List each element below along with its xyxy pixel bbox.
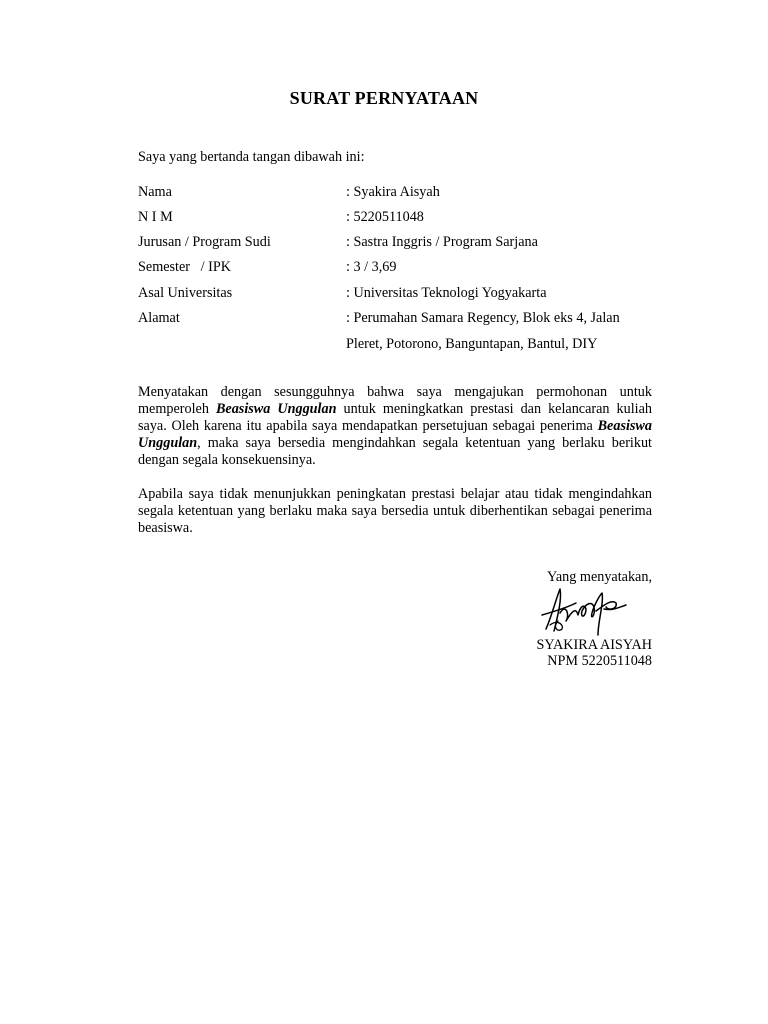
field-label: Semester / IPK — [138, 259, 231, 275]
field-jurusan — [138, 234, 653, 254]
condition-paragraph: Apabila saya tidak menunjukkan peningkatan prestasi belajar atau tidak mengindahkan segala ketentuan yang berlaku maka saya bersedia untuk diberhentikan sebagai penerima beasiswa. — [138, 486, 652, 536]
field-label: Alamat — [138, 310, 180, 326]
scholarship-name: Beasiswa Unggulan — [138, 418, 652, 451]
field-value: : Perumahan Samara Regency, Blok eks 4, Jalan — [346, 310, 620, 326]
field-value: : Syakira Aisyah — [346, 184, 440, 200]
scholarship-name: Beasiswa Unggulan — [215, 401, 337, 417]
field-alamat — [138, 310, 653, 356]
field-value-line2: Pleret, Potorono, Banguntapan, Bantul, DIY — [346, 336, 598, 352]
closing-line: Yang menyatakan, — [547, 569, 652, 585]
statement-paragraph: Menyatakan dengan sesungguhnya bahwa saya mengajukan permohonan untuk memperoleh Beasiswa Unggulan untuk meningkatkan prestasi dan kelancaran kuliah saya. Oleh karena itu apabila saya mendapatkan persetujuan sebagai penerima Beasiswa Unggulan, maka saya bersedia mengindahkan segala ketentuan yang berlaku berikut dengan segala konsekuensinya. — [138, 384, 652, 468]
field-value: : 3 / 3,69 — [346, 259, 397, 275]
field-asal-universitas — [138, 285, 653, 305]
field-value: : Universitas Teknologi Yogyakarta — [346, 285, 547, 301]
field-nim — [138, 209, 653, 229]
field-nama — [138, 184, 653, 204]
signer-name: SYAKIRA AISYAH — [536, 637, 652, 653]
field-semester-ipk — [138, 259, 653, 279]
signer-npm: NPM 5220511048 — [547, 653, 652, 669]
field-value: : Sastra Inggris / Program Sarjana — [346, 234, 538, 250]
document-title: SURAT PERNYATAAN — [289, 88, 479, 108]
field-label: Nama — [138, 184, 172, 200]
field-value: : 5220511048 — [346, 209, 424, 225]
intro-line: Saya yang bertanda tangan dibawah ini: — [138, 149, 365, 165]
field-label: N I M — [138, 209, 173, 225]
handwritten-signature — [536, 585, 628, 637]
field-label: Asal Universitas — [138, 285, 233, 301]
field-label: Jurusan / Program Sudi — [138, 234, 271, 250]
